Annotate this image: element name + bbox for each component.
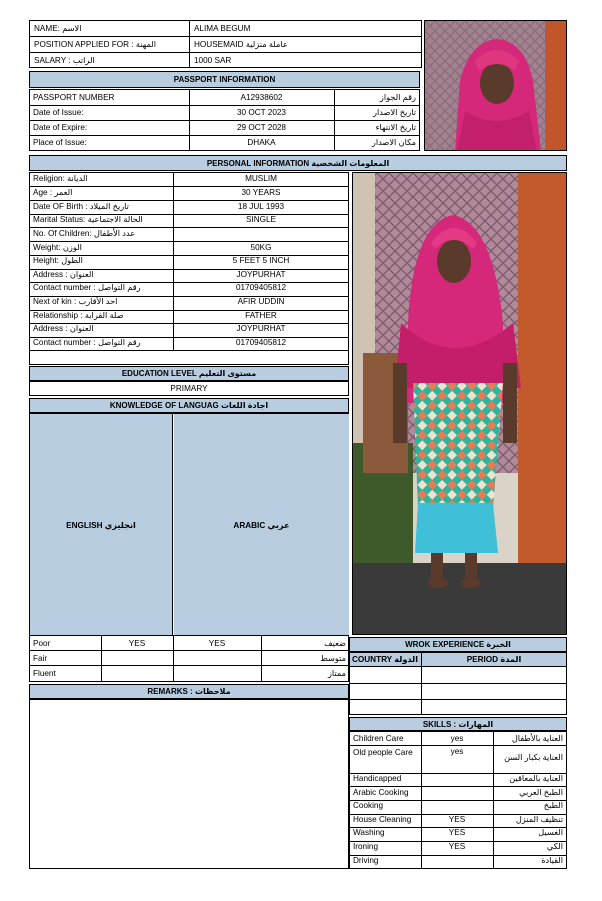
education-section-title: EDUCATION LEVEL مستوى التعليم: [29, 366, 349, 381]
skill-house-cleaning-value: YES: [448, 815, 466, 824]
skills-section-title: SKILLS : المهارات: [349, 717, 567, 731]
language-section-title: KNOWLEDGE OF LANGUAG اجادة اللغات: [29, 398, 349, 413]
religion-value: MUSLIM: [245, 174, 277, 183]
skill-handicapped-label: Handicapped: [353, 774, 402, 783]
skill-arabic-cooking-label: Arabic Cooking: [353, 788, 409, 797]
poor-english: YES: [128, 639, 146, 648]
skill-ironing-ar: الكي: [546, 842, 563, 851]
height-label: Height: الطول: [33, 256, 83, 265]
skill-arabic-cooking-ar: الطبخ العربي: [519, 788, 563, 797]
personal-table: [29, 172, 349, 365]
skill-old-people-text: Old people Care: [353, 748, 413, 757]
remarks-box[interactable]: [29, 699, 349, 869]
skill-washing-value: YES: [448, 828, 466, 837]
skill-handicapped-ar: العناية بالمعاقين: [509, 774, 563, 783]
name-label: NAME: الاسم: [34, 24, 82, 33]
portrait-image: [425, 21, 567, 151]
fluent-ar: ممتاز: [327, 669, 346, 678]
experience-country-header: COUNTRY الدولة: [351, 655, 419, 664]
skill-children-care-label: Children Care: [353, 734, 404, 743]
full-length-image: [353, 173, 567, 635]
skill-washing-ar: الغسيل: [538, 828, 563, 837]
kin-contact-value: 01709405812: [235, 338, 287, 347]
poor-label: Poor: [33, 639, 51, 648]
place-of-issue-ar: مكان الاصدار: [371, 138, 416, 147]
remarks-section-title: REMARKS : ملاحظات: [29, 684, 349, 699]
header-table: [29, 20, 422, 68]
passport-number-ar: رقم الجواز: [379, 93, 416, 102]
expire-date-label: Date of Expire:: [33, 123, 88, 132]
position-label: POSITION APPLIED FOR : المهنة: [34, 40, 157, 49]
marital-status-label: Marital Status: الحالة الاجتماعية: [33, 215, 143, 224]
name-value: ALIMA BEGUM: [194, 24, 251, 33]
expire-date-ar: تاريخ الانتهاء: [375, 123, 416, 132]
fair-ar: متوسط: [320, 654, 346, 663]
address-value: JOYPURHAT: [236, 270, 286, 279]
issue-date-label: Date of Issue:: [33, 108, 84, 117]
full-length-photo: [352, 172, 567, 635]
next-of-kin-value: AFIR UDDIN: [237, 297, 285, 306]
arabic-label: ARABIC عربي: [233, 520, 290, 530]
place-of-issue-value: DHAKA: [247, 138, 276, 147]
contact-label: Contact number : رقم التواصل: [33, 283, 141, 292]
skill-driving-ar: القيادة: [541, 856, 563, 865]
education-value: PRIMARY: [170, 384, 208, 393]
salary-value: 1000 SAR: [194, 56, 232, 65]
marital-status-value: SINGLE: [245, 215, 277, 224]
skill-cooking-label: Cooking: [353, 801, 384, 810]
skill-old-people-value: yes: [450, 747, 464, 756]
children-label: No. Of Children: عدد الأطفال: [33, 229, 136, 238]
relationship-label: Relationship : صلة القرابة: [33, 311, 124, 320]
fair-label: Fair: [33, 654, 48, 663]
next-of-kin-label: Next of kin : احد الأقارب: [33, 297, 118, 306]
kin-contact-label: Contact number : رقم التواصل: [33, 338, 141, 347]
issue-date-value: 30 OCT 2023: [236, 108, 286, 117]
contact-value: 01709405812: [235, 283, 287, 292]
experience-period-header: PERIOD المدة: [466, 655, 522, 664]
position-value: HOUSEMAID عاملة منزلية: [194, 40, 288, 49]
fluent-label: Fluent: [33, 669, 56, 678]
age-label: Age : العمر: [33, 188, 73, 197]
age-value: 30 YEARS: [241, 188, 281, 197]
religion-label: Religion: الديانة: [33, 174, 88, 183]
poor-ar: ضعيف: [324, 639, 346, 648]
kin-address-value: JOYPURHAT: [236, 324, 286, 333]
address-label: Address : العنوان: [33, 270, 94, 279]
skill-cooking-ar: الطبخ: [543, 801, 563, 810]
weight-value: 50KG: [250, 243, 272, 252]
arabic-header: [174, 414, 349, 635]
skill-children-care-value: yes: [450, 734, 464, 743]
issue-date-ar: تاريخ الاصدار: [373, 108, 416, 117]
skill-ironing-label: Ironing: [353, 842, 379, 851]
dob-value: 18 JUL 1993: [237, 202, 285, 211]
portrait-photo: [424, 20, 567, 151]
kin-address-label: Address : العنوان: [33, 324, 94, 333]
salary-label: SALARY : الراتب: [34, 56, 95, 65]
skill-house-cleaning-label: House Cleaning: [353, 815, 412, 824]
personal-section-title: PERSONAL INFORMATION المعلومات الشخصية: [29, 155, 567, 171]
skill-children-care-ar: العناية بالأطفال: [511, 734, 563, 743]
dob-label: Date OF Birth : تاريخ الميلاد: [33, 202, 129, 211]
skill-washing-label: Washing: [353, 828, 385, 837]
skill-old-people-label: [353, 747, 419, 759]
poor-arabic: YES: [208, 639, 226, 648]
english-header: [30, 414, 173, 635]
passport-number-value: A12938602: [240, 93, 283, 102]
skill-driving-label: Driving: [353, 856, 379, 865]
place-of-issue-label: Place of Issue:: [33, 138, 87, 147]
skill-house-cleaning-ar: تنظيف المنزل: [515, 815, 563, 824]
weight-label: Weight: الوزن: [33, 243, 82, 252]
passport-number-label: PASSPORT NUMBER: [33, 93, 115, 102]
skill-ironing-value: YES: [448, 842, 466, 851]
skill-old-people-ar: العناية بكبار السن: [504, 753, 563, 762]
relationship-value: FATHER: [245, 311, 277, 320]
height-value: 5 FEET 5 INCH: [232, 256, 290, 265]
english-label: ENGLISH انجليزي: [66, 520, 136, 530]
experience-section-title: WROK EXPERIENCE الخبرة: [349, 637, 567, 652]
expire-date-value: 29 OCT 2028: [236, 123, 286, 132]
passport-section-title: PASSPORT INFORMATION: [29, 71, 420, 88]
